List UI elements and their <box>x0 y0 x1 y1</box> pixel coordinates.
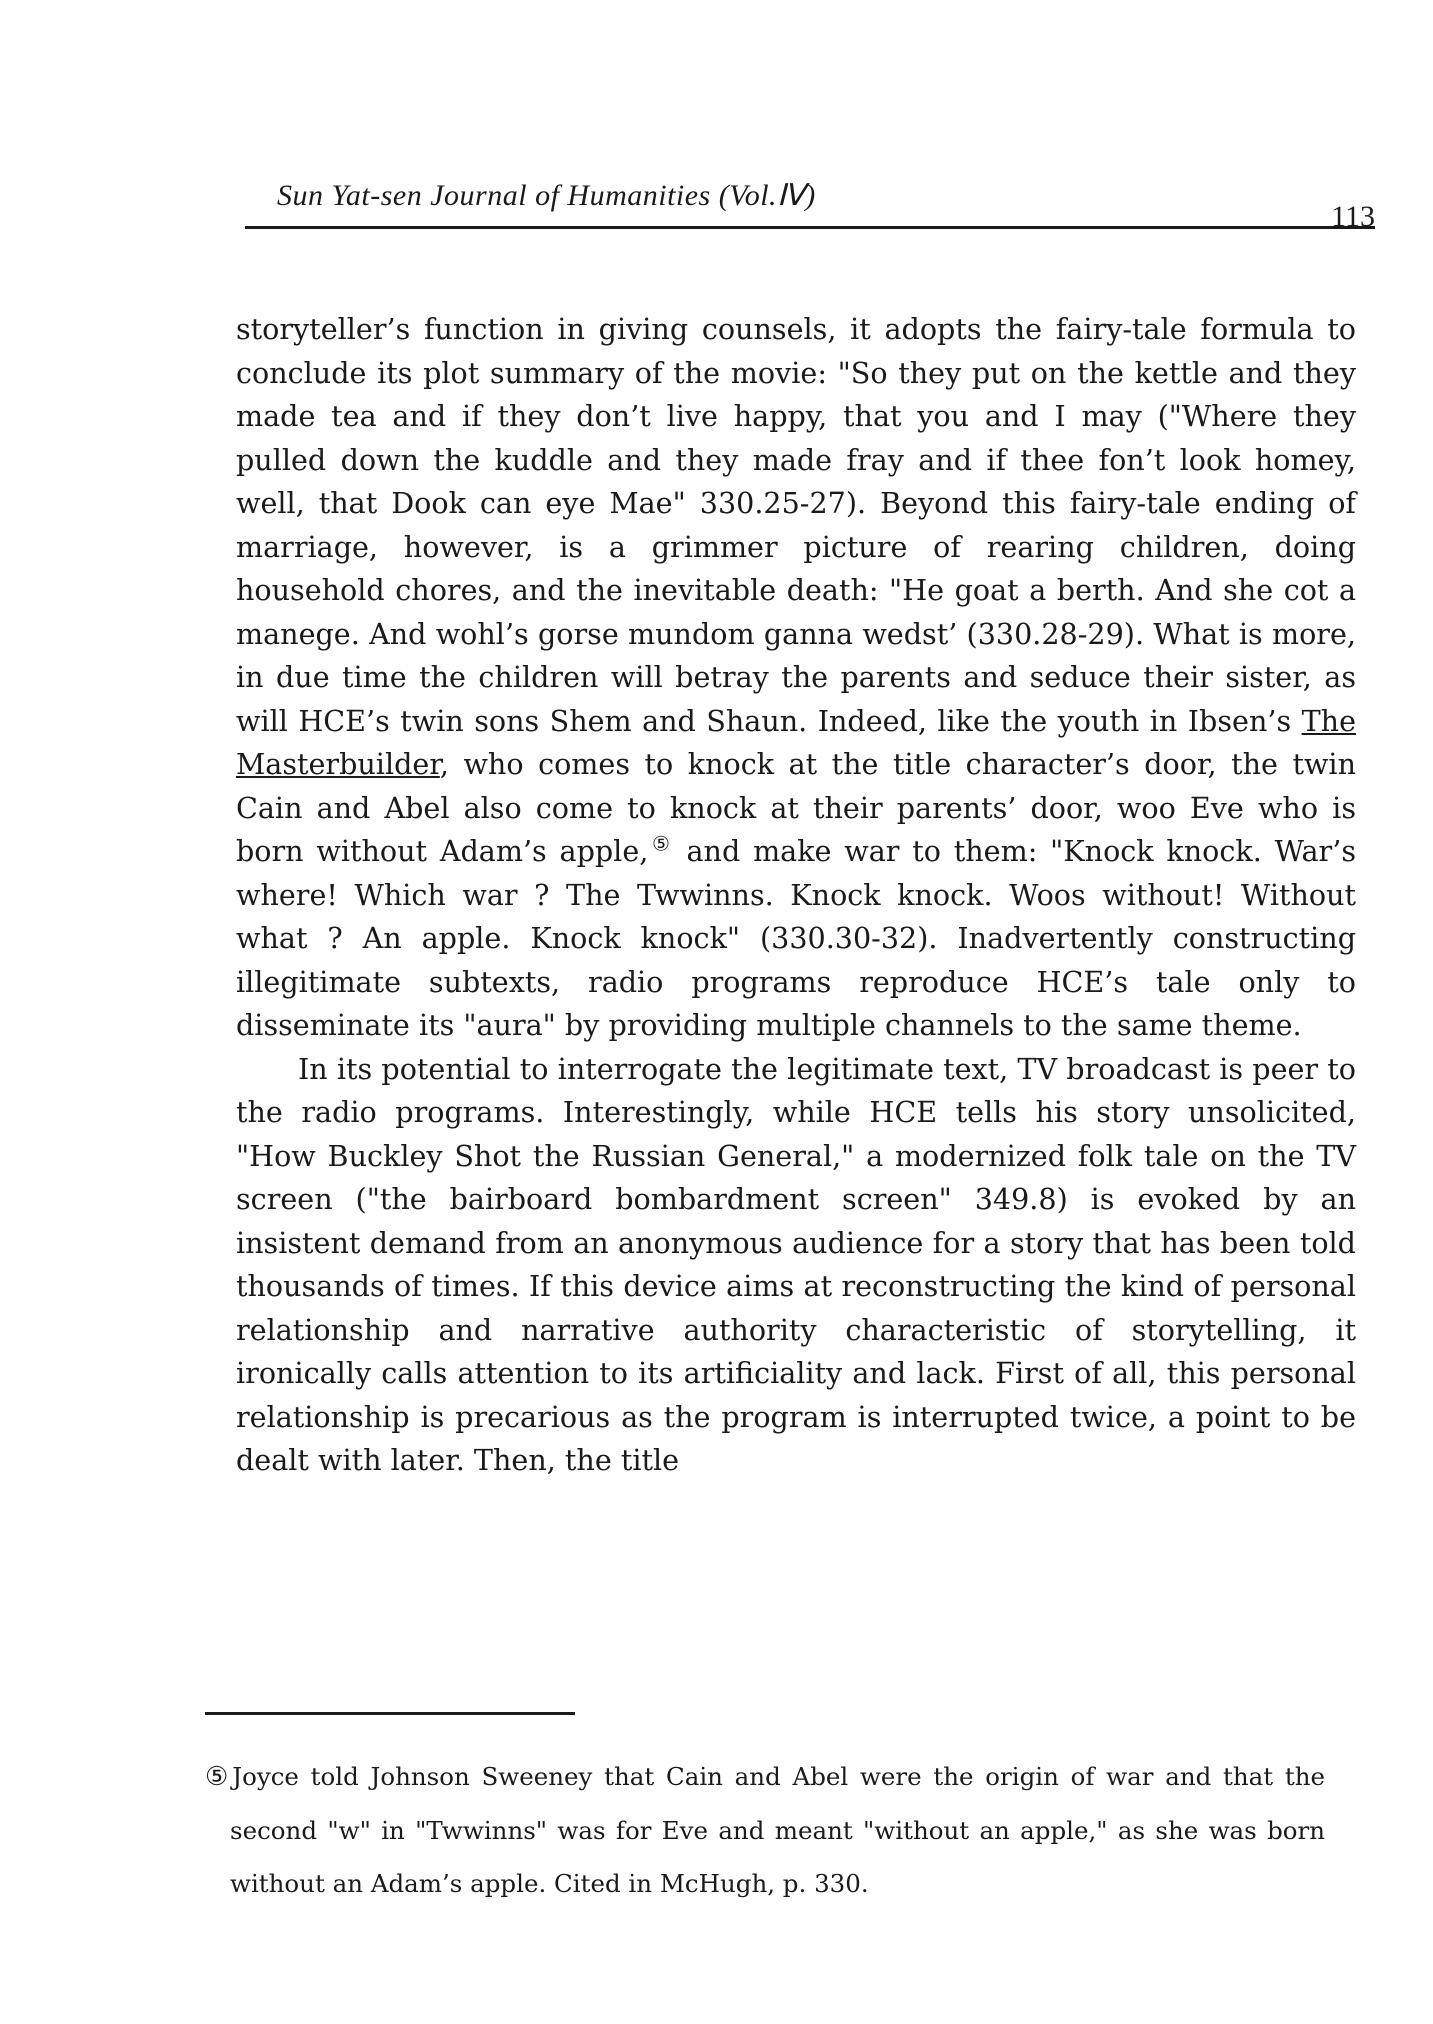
footnote-rule <box>205 1712 575 1715</box>
paragraph-1-part-b: , who comes to knock at the title character’s door, the twin Cain and Abel also come to knock at their parents’ door, woo Eve who is born without Adam’s apple, <box>236 747 1356 868</box>
paragraph-1 <box>236 308 1356 1048</box>
header-rule <box>245 226 1375 229</box>
play-title: The Masterbuilder <box>236 703 1356 781</box>
running-header <box>245 178 1375 238</box>
journal-title: Sun Yat-sen Journal of Humanities (Vol.Ⅳ) <box>277 179 816 212</box>
footnote-reference: ⑤ <box>648 831 674 856</box>
footnote-entry <box>205 1750 1325 1910</box>
footnote <box>205 1750 1325 1910</box>
footnote-text: Joyce told Johnson Sweeney that Cain and Abel were the origin of war and that the second "w" in "Twwinns" was for Eve and meant "without an apple," as she was born without an Adam’s apple. Cited in McHugh, p. 330. <box>230 1762 1325 1898</box>
paragraph-1-part-c: and make war to them: "Knock knock. War’s where! Which war ? The Twwinns. Knock knock. Woos without! Without what ? An apple. Knock knock" (330.30-32). Inadvertently constructing illegitimate subtexts, radio programs reproduce HCE’s tale only to disseminate its "aura" by providing multiple channels to the same theme. <box>236 834 1356 1042</box>
body-text <box>236 308 1356 1483</box>
footnote-mark: ⑤ <box>205 1762 233 1792</box>
paragraph-2: In its potential to interrogate the legitimate text, TV broadcast is peer to the radio programs. Interestingly, while HCE tells his story unsolicited, "How Buckley Shot the Russian General," a modernized folk tale on the TV screen ("the bairboard bombardment screen" 349.8) is evoked by an insistent demand from an anonymous audience for a story that has been told thousands of times. If this device aims at reconstructing the kind of personal relationship and narrative authority characteristic of storytelling, it ironically calls attention to its artificiality and lack. First of all, this personal relationship is precarious as the program is interrupted twice, a point to be dealt with later. Then, the title <box>236 1051 1356 1477</box>
paragraph-1-part-a: storyteller’s function in giving counsels, it adopts the fairy-tale formula to conclude its plot summary of the movie: "So they put on the kettle and they made tea and if they don’t live happy, that you and I may ("Where they pulled down the kuddle and they made fray and if thee fon’t look homey, well, that Dook can eye Mae" 330.25-27). Beyond this fairy-tale ending of marriage, however, is a grimmer picture of rearing children, doing household chores, and the inevitable death: "He goat a berth. And she cot a manege. And wohl’s gorse mundom ganna wedst’ (330.28-29). What is more, in due time the children will betray the parents and seduce their sister, as will HCE’s twin sons Shem and Shaun. Indeed, like the youth in Ibsen’s <box>236 312 1356 738</box>
page-number: 113 <box>1331 200 1375 233</box>
